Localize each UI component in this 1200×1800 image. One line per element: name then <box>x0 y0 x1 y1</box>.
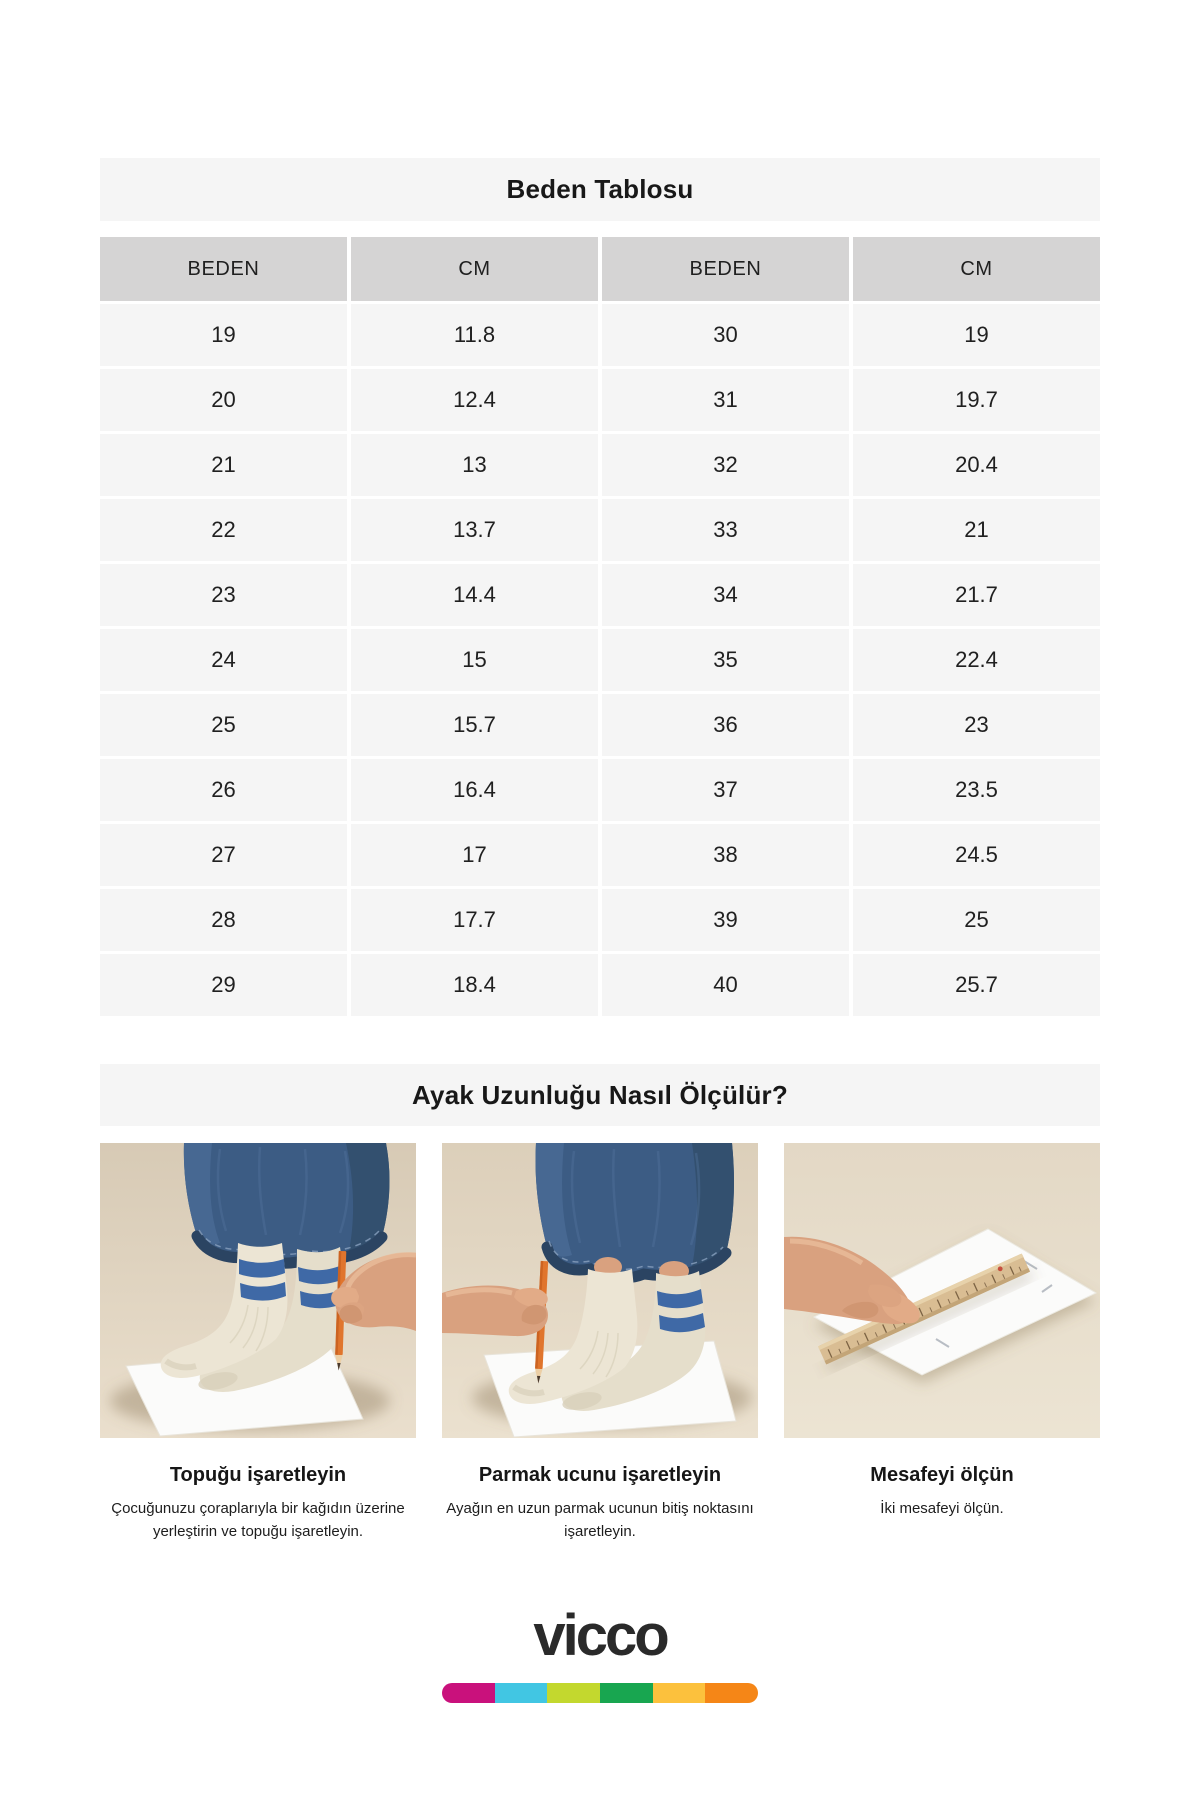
page-content <box>100 0 1100 1703</box>
measure-distance-illustration <box>784 1143 1100 1438</box>
size-cell-r3-c2: 33 <box>602 499 849 561</box>
measure-step-captions <box>100 1464 1100 1543</box>
step-title: Topuğu işaretleyin <box>169 1464 347 1486</box>
brand-bar-segment-5 <box>705 1683 758 1703</box>
size-cell-r8-c0: 27 <box>100 824 347 886</box>
size-cell-r10-c2: 40 <box>602 954 849 1016</box>
size-cell-r9-c3: 25 <box>853 889 1100 951</box>
brand-color-bar <box>442 1683 758 1703</box>
size-cell-r6-c3: 23 <box>853 694 1100 756</box>
size-cell-r1-c3: 19.7 <box>853 369 1100 431</box>
jeans <box>535 1143 734 1278</box>
size-cell-r10-c1: 18.4 <box>351 954 598 1016</box>
size-cell-r4-c1: 14.4 <box>351 564 598 626</box>
mark-toe-photo <box>442 1143 758 1438</box>
size-cell-r2-c1: 13 <box>351 434 598 496</box>
vicco-logo: vicco <box>533 1603 667 1668</box>
size-cell-r5-c2: 35 <box>602 629 849 691</box>
measure-step-photos <box>100 1143 1100 1438</box>
size-cell-r7-c3: 23.5 <box>853 759 1100 821</box>
step-caption-heel <box>100 1464 416 1543</box>
brand-footer <box>100 1605 1100 1703</box>
size-cell-r9-c1: 17.7 <box>351 889 598 951</box>
size-cell-r2-c3: 20.4 <box>853 434 1100 496</box>
size-cell-r0-c2: 30 <box>602 304 849 366</box>
step-title: Parmak ucunu işaretleyin <box>478 1464 722 1486</box>
mark-toe-illustration <box>442 1143 758 1438</box>
size-cell-r1-c2: 31 <box>602 369 849 431</box>
measure-distance-photo <box>784 1143 1100 1438</box>
size-cell-r5-c1: 15 <box>351 629 598 691</box>
size-table-header-row <box>100 237 1100 301</box>
size-cell-r10-c3: 25.7 <box>853 954 1100 1016</box>
measure-section-title: Ayak Uzunluğu Nasıl Ölçülür? <box>100 1064 1100 1126</box>
mark-heel-photo <box>100 1143 416 1438</box>
size-cell-r6-c2: 36 <box>602 694 849 756</box>
hand <box>442 1286 548 1337</box>
size-cell-r0-c3: 19 <box>853 304 1100 366</box>
size-table-title: Beden Tablosu <box>100 158 1100 221</box>
step-description: Çocuğunuzu çoraplarıyla bir kağıdın üzerine yerleştirin ve topuğu işaretleyin. <box>111 1500 405 1540</box>
size-table-header-cm-2: CM <box>853 237 1100 301</box>
size-cell-r8-c2: 38 <box>602 824 849 886</box>
size-table-header-beden-1: BEDEN <box>100 237 347 301</box>
size-cell-r5-c0: 24 <box>100 629 347 691</box>
size-table-header-beden-2: BEDEN <box>602 237 849 301</box>
mark-heel-illustration <box>100 1143 416 1438</box>
brand-bar-segment-0 <box>442 1683 495 1703</box>
size-cell-r8-c3: 24.5 <box>853 824 1100 886</box>
size-table-body <box>100 304 1100 1016</box>
size-cell-r8-c1: 17 <box>351 824 598 886</box>
size-cell-r9-c2: 39 <box>602 889 849 951</box>
brand-bar-segment-2 <box>547 1683 600 1703</box>
step-description: Ayağın en uzun parmak ucunun bitiş noktasını işaretleyin. <box>446 1500 754 1540</box>
jeans <box>184 1143 390 1263</box>
size-cell-r4-c0: 23 <box>100 564 347 626</box>
size-cell-r5-c3: 22.4 <box>853 629 1100 691</box>
size-cell-r7-c1: 16.4 <box>351 759 598 821</box>
step-description: İki mesafeyi ölçün. <box>880 1500 1004 1517</box>
brand-bar-segment-1 <box>495 1683 548 1703</box>
size-cell-r4-c2: 34 <box>602 564 849 626</box>
size-cell-r7-c2: 37 <box>602 759 849 821</box>
size-cell-r10-c0: 29 <box>100 954 347 1016</box>
size-cell-r3-c3: 21 <box>853 499 1100 561</box>
size-cell-r3-c0: 22 <box>100 499 347 561</box>
size-cell-r9-c0: 28 <box>100 889 347 951</box>
size-cell-r7-c0: 26 <box>100 759 347 821</box>
size-cell-r1-c1: 12.4 <box>351 369 598 431</box>
size-cell-r0-c0: 19 <box>100 304 347 366</box>
step-caption-toe <box>442 1464 758 1543</box>
size-cell-r0-c1: 11.8 <box>351 304 598 366</box>
step-caption-measure <box>784 1464 1100 1543</box>
size-cell-r6-c0: 25 <box>100 694 347 756</box>
step-title: Mesafeyi ölçün <box>870 1464 1014 1486</box>
size-table-header-cm-1: CM <box>351 237 598 301</box>
brand-bar-segment-3 <box>600 1683 653 1703</box>
brand-bar-segment-4 <box>653 1683 706 1703</box>
size-cell-r4-c3: 21.7 <box>853 564 1100 626</box>
size-cell-r1-c0: 20 <box>100 369 347 431</box>
size-cell-r2-c0: 21 <box>100 434 347 496</box>
size-cell-r3-c1: 13.7 <box>351 499 598 561</box>
size-cell-r2-c2: 32 <box>602 434 849 496</box>
size-cell-r6-c1: 15.7 <box>351 694 598 756</box>
